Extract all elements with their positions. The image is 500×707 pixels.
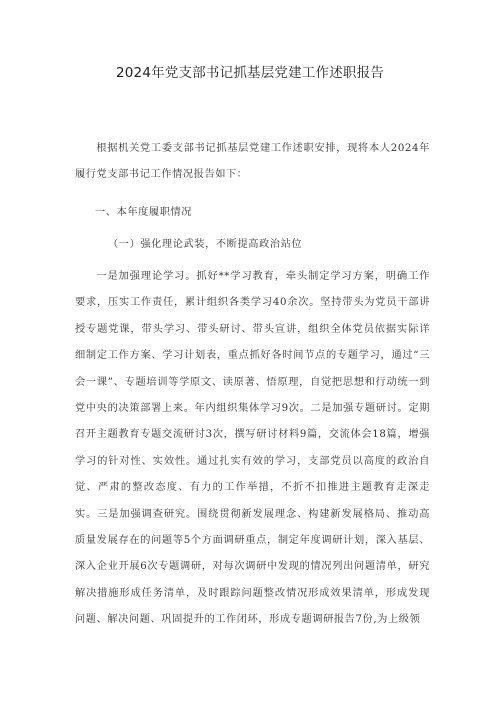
subsection-heading: （一）强化理论武装，不断提高政治站位 bbox=[108, 239, 303, 250]
body-paragraph: 一是加强理论学习。抓好**学习教育，牵头制定学习方案，明确工作要求，压实工作责任，累计组织各类学习40余次。坚持带头为党员干部讲授专题党课，带头学习、带头研讨、带头宣讲，组织全体党员依据实际详细制定工作方案、学习计划表，重点抓好各时间节点的专题学习，通过“三会一课”、专题培训等学原文、读原著、悟原理，自觉把思想和行动统一到党中央的决策部署上来。年内组织集体学习9次。二是加强专题研讨。定期召开主题教育专题交流研讨3次，撰写研讨材料9篇，交流体会18篇，增强学习的针对性、实效性。通过扎实有效的学习，支部党员以高度的政治自觉、严肃的整改态度、有力的工作举措，不折不扣推进主题教育走深走实。三是加强调查研究。围绕贯彻新发展理念、构建新发展格局、推动高质量发展存在的问题等5个方面调研重点，制定年度调研计划，深入基层、深入企业开展6次专题调研，对每次调研中发现的情况列出问题清单，研究解决措施形成任务清单，及时跟踪问题整改情况形成效果清单，形成发现问题、解决问题、巩固提升的工作闭环，形成专题调研报告7份,为上级领 bbox=[75, 271, 430, 626]
section-heading: 一、本年度履职情况 bbox=[95, 207, 193, 218]
intro-paragraph: 根据机关党工委支部书记抓基层党建工作述职安排，现将本人2024年履行党支部书记工作情况报告如下： bbox=[75, 143, 430, 181]
document-title: 2024年党支部书记抓基层党建工作述职报告 bbox=[115, 65, 385, 81]
